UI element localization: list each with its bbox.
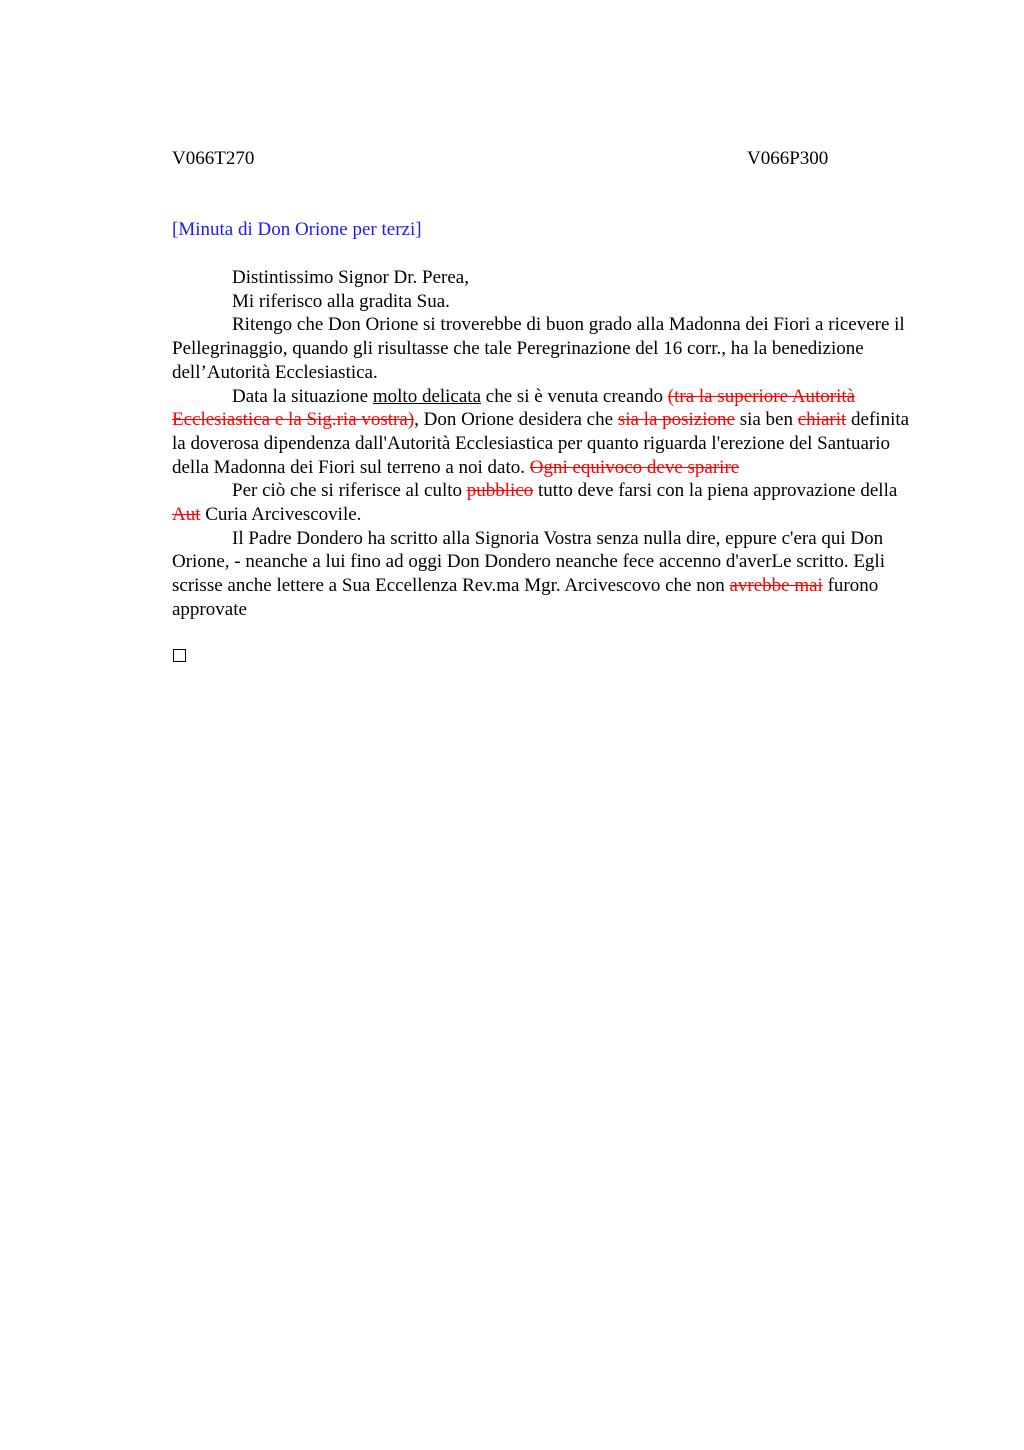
text-run: Data la situazione [232,385,373,407]
text-run: Il Padre Dondero ha scritto alla Signoria Vostra senza nulla dire, eppure c'era qui Don Orione, - neanche a lui fino ad oggi Don Dondero neanche fece accenno d'averLe scritto. Egli scrisse anche lettere a Sua Eccellenza Rev.ma Mgr. Arcivescovo che non [172,527,885,597]
deleted-text: chiarit [797,409,847,431]
document-code-left: V066T270 [172,148,255,169]
paragraph-2: Ritengo che Don Orione si troverebbe di buon grado alla Madonna dei Fiori a ricevere il Pellegrinaggio, quando gli risultasse che tale Peregrinazione del 16 corr., ha la benedizione dell’Autorità Ecclesiastica. [172,314,905,383]
text-run: Curia Arcivescovile. [200,504,362,526]
text-run: sia ben [734,409,798,431]
text-run: tutto deve farsi con la piena approvazione della [533,480,898,502]
deleted-text: pubblico [466,480,534,502]
paragraph-1: Mi riferisco alla gradita Sua. [232,290,450,312]
deleted-text: Aut [172,504,201,526]
text-run: che si è venuta creando [481,385,668,407]
deleted-text: avrebbe mai [729,575,823,597]
text-run: definita la doverosa dipendenza dall'Autorità Ecclesiastica per quanto riguarda l'erezione del Santuario della Madonna dei Fiori sul terreno a noi dato. [172,409,910,478]
deleted-text: (tra la superiore Autorità Ecclesiastica e la Sig.ria vostra) [172,385,856,431]
editorial-note: [Minuta di Don Orione per terzi] [172,219,422,240]
paragraph-5 [172,527,912,622]
paragraph-3 [172,385,912,480]
paragraph-4 [172,479,912,526]
deleted-text: sia la posizione [617,409,735,431]
text-run: furono approvate [172,575,879,620]
deleted-text: Ogni equivoco deve sparire [529,456,740,478]
letter-salutation: Distintissimo Signor Dr. Perea, [232,267,469,288]
square-box-icon [173,649,186,662]
underlined-text: molto delicata [372,385,482,407]
letter-body [172,266,912,622]
text-run: Per ciò che si riferisce al culto [232,480,467,502]
document-code-right: V066P300 [747,148,829,169]
text-run: , Don Orione desidera che [414,409,618,431]
